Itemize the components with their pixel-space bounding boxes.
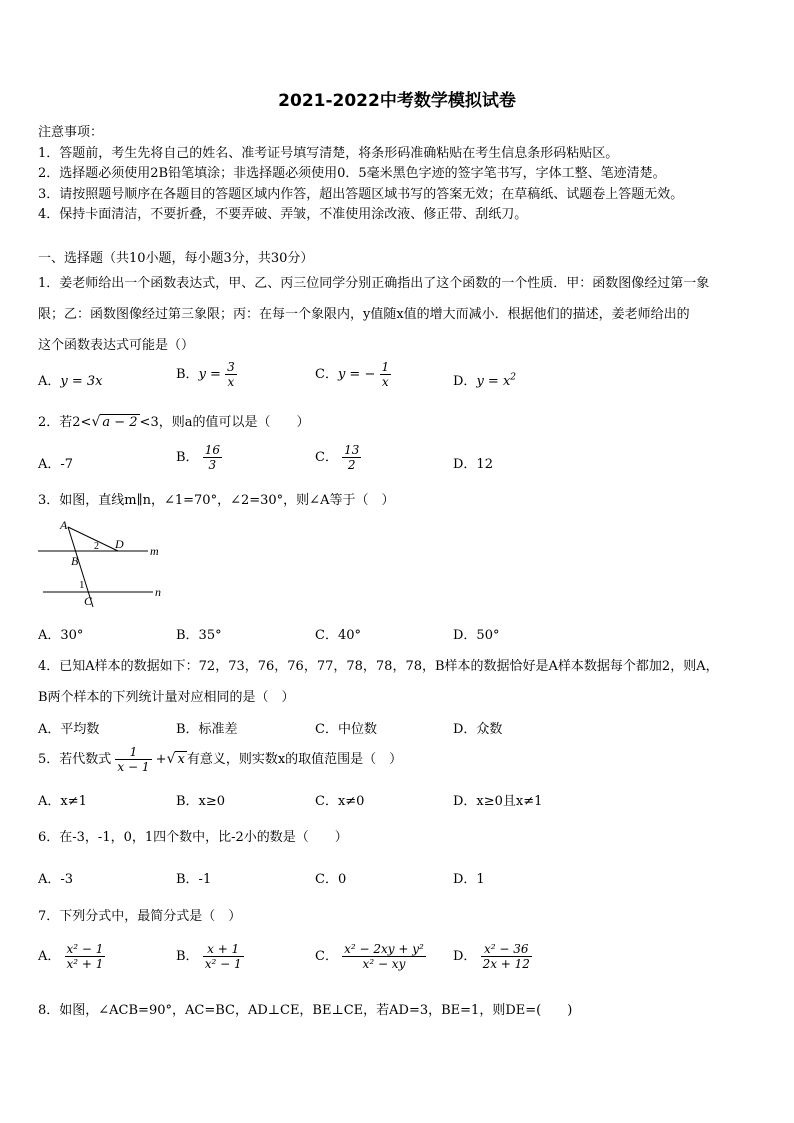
label-angle-1: 1: [79, 579, 85, 591]
option-letter: B．: [176, 450, 199, 465]
q7-option-c[interactable]: [315, 942, 426, 971]
label-b: B: [71, 554, 79, 568]
section-heading: 一、选择题（共10小题，每小题3分，共30分）: [38, 251, 314, 266]
q2-option-d[interactable]: D．12: [453, 457, 493, 472]
fraction: [203, 942, 244, 971]
label-d: D: [115, 537, 124, 551]
q4-option-b[interactable]: B．标准差: [176, 722, 238, 737]
fraction: [225, 360, 237, 389]
exponent: 2: [510, 372, 517, 383]
numerator: 16: [204, 443, 220, 457]
numerator: 1: [115, 745, 151, 760]
numerator: x² − 1: [66, 942, 104, 956]
fraction: [65, 942, 106, 971]
denominator: 2x + 12: [482, 957, 530, 971]
numerator: x² − 2xy + y²: [344, 942, 424, 956]
label-angle-2: 2: [94, 541, 99, 552]
q1-option-a[interactable]: [38, 370, 103, 389]
q6-option-d[interactable]: D．1: [453, 872, 485, 887]
q1-option-b[interactable]: [176, 360, 237, 389]
option-expr: y = −: [337, 367, 376, 382]
option-letter: A．: [38, 374, 61, 389]
question-7-text: 7．下列分式中，最简分式是（ ）: [38, 909, 242, 924]
q1-option-c[interactable]: [315, 360, 391, 389]
option-expr: y =: [198, 367, 221, 382]
denominator: x² + 1: [66, 957, 104, 971]
q5-option-c[interactable]: C．x≠0: [315, 794, 365, 809]
q1-option-d[interactable]: [453, 370, 516, 389]
numerator: x² − 36: [481, 942, 532, 957]
label-a: A: [60, 518, 68, 532]
q7-option-a[interactable]: [38, 942, 105, 971]
notice-item: 3．请按照题号顺序在各题目的答题区域内作答，超出答题区域书写的答案无效；在草稿纸、试题卷上答题无效。: [38, 187, 684, 202]
question-4-text: B两个样本的下列统计量对应相同的是（ ）: [38, 690, 295, 705]
numerator: x + 1: [203, 942, 244, 957]
fraction: [481, 942, 532, 971]
fraction: [380, 360, 392, 389]
denominator: 3: [208, 458, 217, 472]
denominator: x² − xy: [362, 957, 406, 971]
question-3-text: 3．如图，直线m∥n，∠1=70°，∠2=30°，则∠A等于（ ）: [38, 493, 395, 508]
option-expr: y = x: [476, 374, 511, 389]
option-letter: A．: [38, 949, 61, 964]
question-6-text: 6．在-3，-1，0，1四个数中，比-2小的数是（ ）: [38, 830, 348, 845]
denominator: x: [381, 375, 389, 389]
q2-option-c[interactable]: [315, 443, 361, 472]
q4-option-d[interactable]: D．众数: [453, 722, 503, 737]
label-c: C: [84, 594, 93, 608]
notice-item: 1．答题前，考生先将自己的姓名、准考证号填写清楚，将条形码准确粘贴在考生信息条形码粘贴区。: [38, 146, 619, 161]
fraction: [342, 443, 361, 472]
radicand: a − 2: [102, 415, 138, 430]
q2-post: <3，则a的值可以是（ ）: [139, 415, 310, 430]
q6-option-c[interactable]: C．0: [315, 872, 347, 887]
q3-option-c[interactable]: C．40°: [315, 628, 361, 643]
numerator: 1: [381, 360, 390, 374]
denominator: x: [227, 375, 235, 389]
option-letter: C．: [315, 450, 338, 465]
fraction: [115, 745, 151, 774]
option-letter: B．: [176, 949, 199, 964]
fraction: [203, 443, 222, 472]
q5-option-b[interactable]: B．x≥0: [176, 794, 226, 809]
q5-option-d[interactable]: D．x≥0且x≠1: [453, 794, 543, 809]
q5-post: 有意义，则实数x的取值范围是（ ）: [186, 752, 403, 767]
numerator: 3: [227, 360, 235, 374]
question-1-text: 1．姜老师给出一个函数表达式，甲、乙、丙三位同学分别正确指出了这个函数的一个性质．甲：函数图像经过第一象: [38, 276, 710, 291]
q4-option-a[interactable]: A．平均数: [38, 722, 100, 737]
option-letter: D．: [453, 949, 477, 964]
denominator: x − 1: [117, 760, 150, 774]
denominator: x² − 1: [204, 957, 242, 971]
q3-option-a[interactable]: A．30°: [38, 628, 84, 643]
radicand: x: [177, 752, 185, 767]
q2-option-b[interactable]: [176, 443, 222, 472]
question-1-text: 限；乙：函数图像经过第三象限；丙：在每一个象限内，y值随x值的增大而减小．根据他们的描述，姜老师给出的: [38, 307, 690, 322]
option-letter: C．: [315, 949, 338, 964]
q6-option-a[interactable]: A．-3: [38, 872, 74, 887]
question-4-text: 4．已知A样本的数据如下：72，73，76，76，77，78，78，78，B样本的数据恰好是A样本数据每个都加2，则A，: [38, 659, 719, 674]
segment-ad: [68, 527, 118, 551]
q2-pre: 2．若2<: [38, 415, 92, 430]
label-m: m: [150, 544, 159, 558]
fraction: [342, 942, 426, 971]
q5-option-a[interactable]: A．x≠1: [38, 794, 87, 809]
q6-option-b[interactable]: B．-1: [176, 872, 212, 887]
q4-option-c[interactable]: C．中位数: [315, 722, 377, 737]
q5-pre: 5．若代数式: [38, 752, 112, 767]
option-letter: C．: [315, 367, 338, 382]
q3-option-d[interactable]: D．50°: [453, 628, 500, 643]
question-5-text: 5．若代数式 $\frac{1}{x - 1}$ +√ x 有意义，则实数x的取值范围是（ ）: [38, 745, 403, 774]
option-expr: y = 3x: [60, 374, 103, 389]
option-letter: B．: [176, 367, 199, 382]
q7-option-d[interactable]: [453, 942, 532, 971]
denominator: 2: [347, 458, 356, 472]
notice-heading: 注意事项：: [38, 125, 104, 140]
parallel-lines-figure: [38, 517, 168, 612]
question-1-text: 这个函数表达式可能是（）: [38, 338, 195, 353]
option-letter: D．: [453, 374, 477, 389]
q2-option-a[interactable]: A．-7: [38, 457, 74, 472]
notice-item: 4．保持卡面清洁，不要折叠，不要弄破、弄皱，不准使用涂改液、修正带、刮纸刀。: [38, 207, 528, 222]
question-8-text: 8．如图，∠ACB=90°，AC=BC，AD⊥CE，BE⊥CE，若AD=3，BE=1，则DE=( ): [38, 1003, 573, 1018]
numerator: 13: [344, 443, 360, 457]
question-2-text: 2．若2<√ a − 2 <3，则a的值可以是（ ）: [38, 414, 310, 430]
page-title: 2021-2022中考数学模拟试卷: [278, 91, 516, 111]
q7-option-b[interactable]: [176, 942, 244, 971]
plus-sign: +: [155, 752, 167, 767]
label-n: n: [155, 585, 161, 599]
notice-item: 2．选择题必须使用2B铅笔填涂；非选择题必须使用0．5毫米黑色字迹的签字笔书写，字体工整、笔迹清楚。: [38, 166, 666, 181]
q3-option-b[interactable]: B．35°: [176, 628, 222, 643]
